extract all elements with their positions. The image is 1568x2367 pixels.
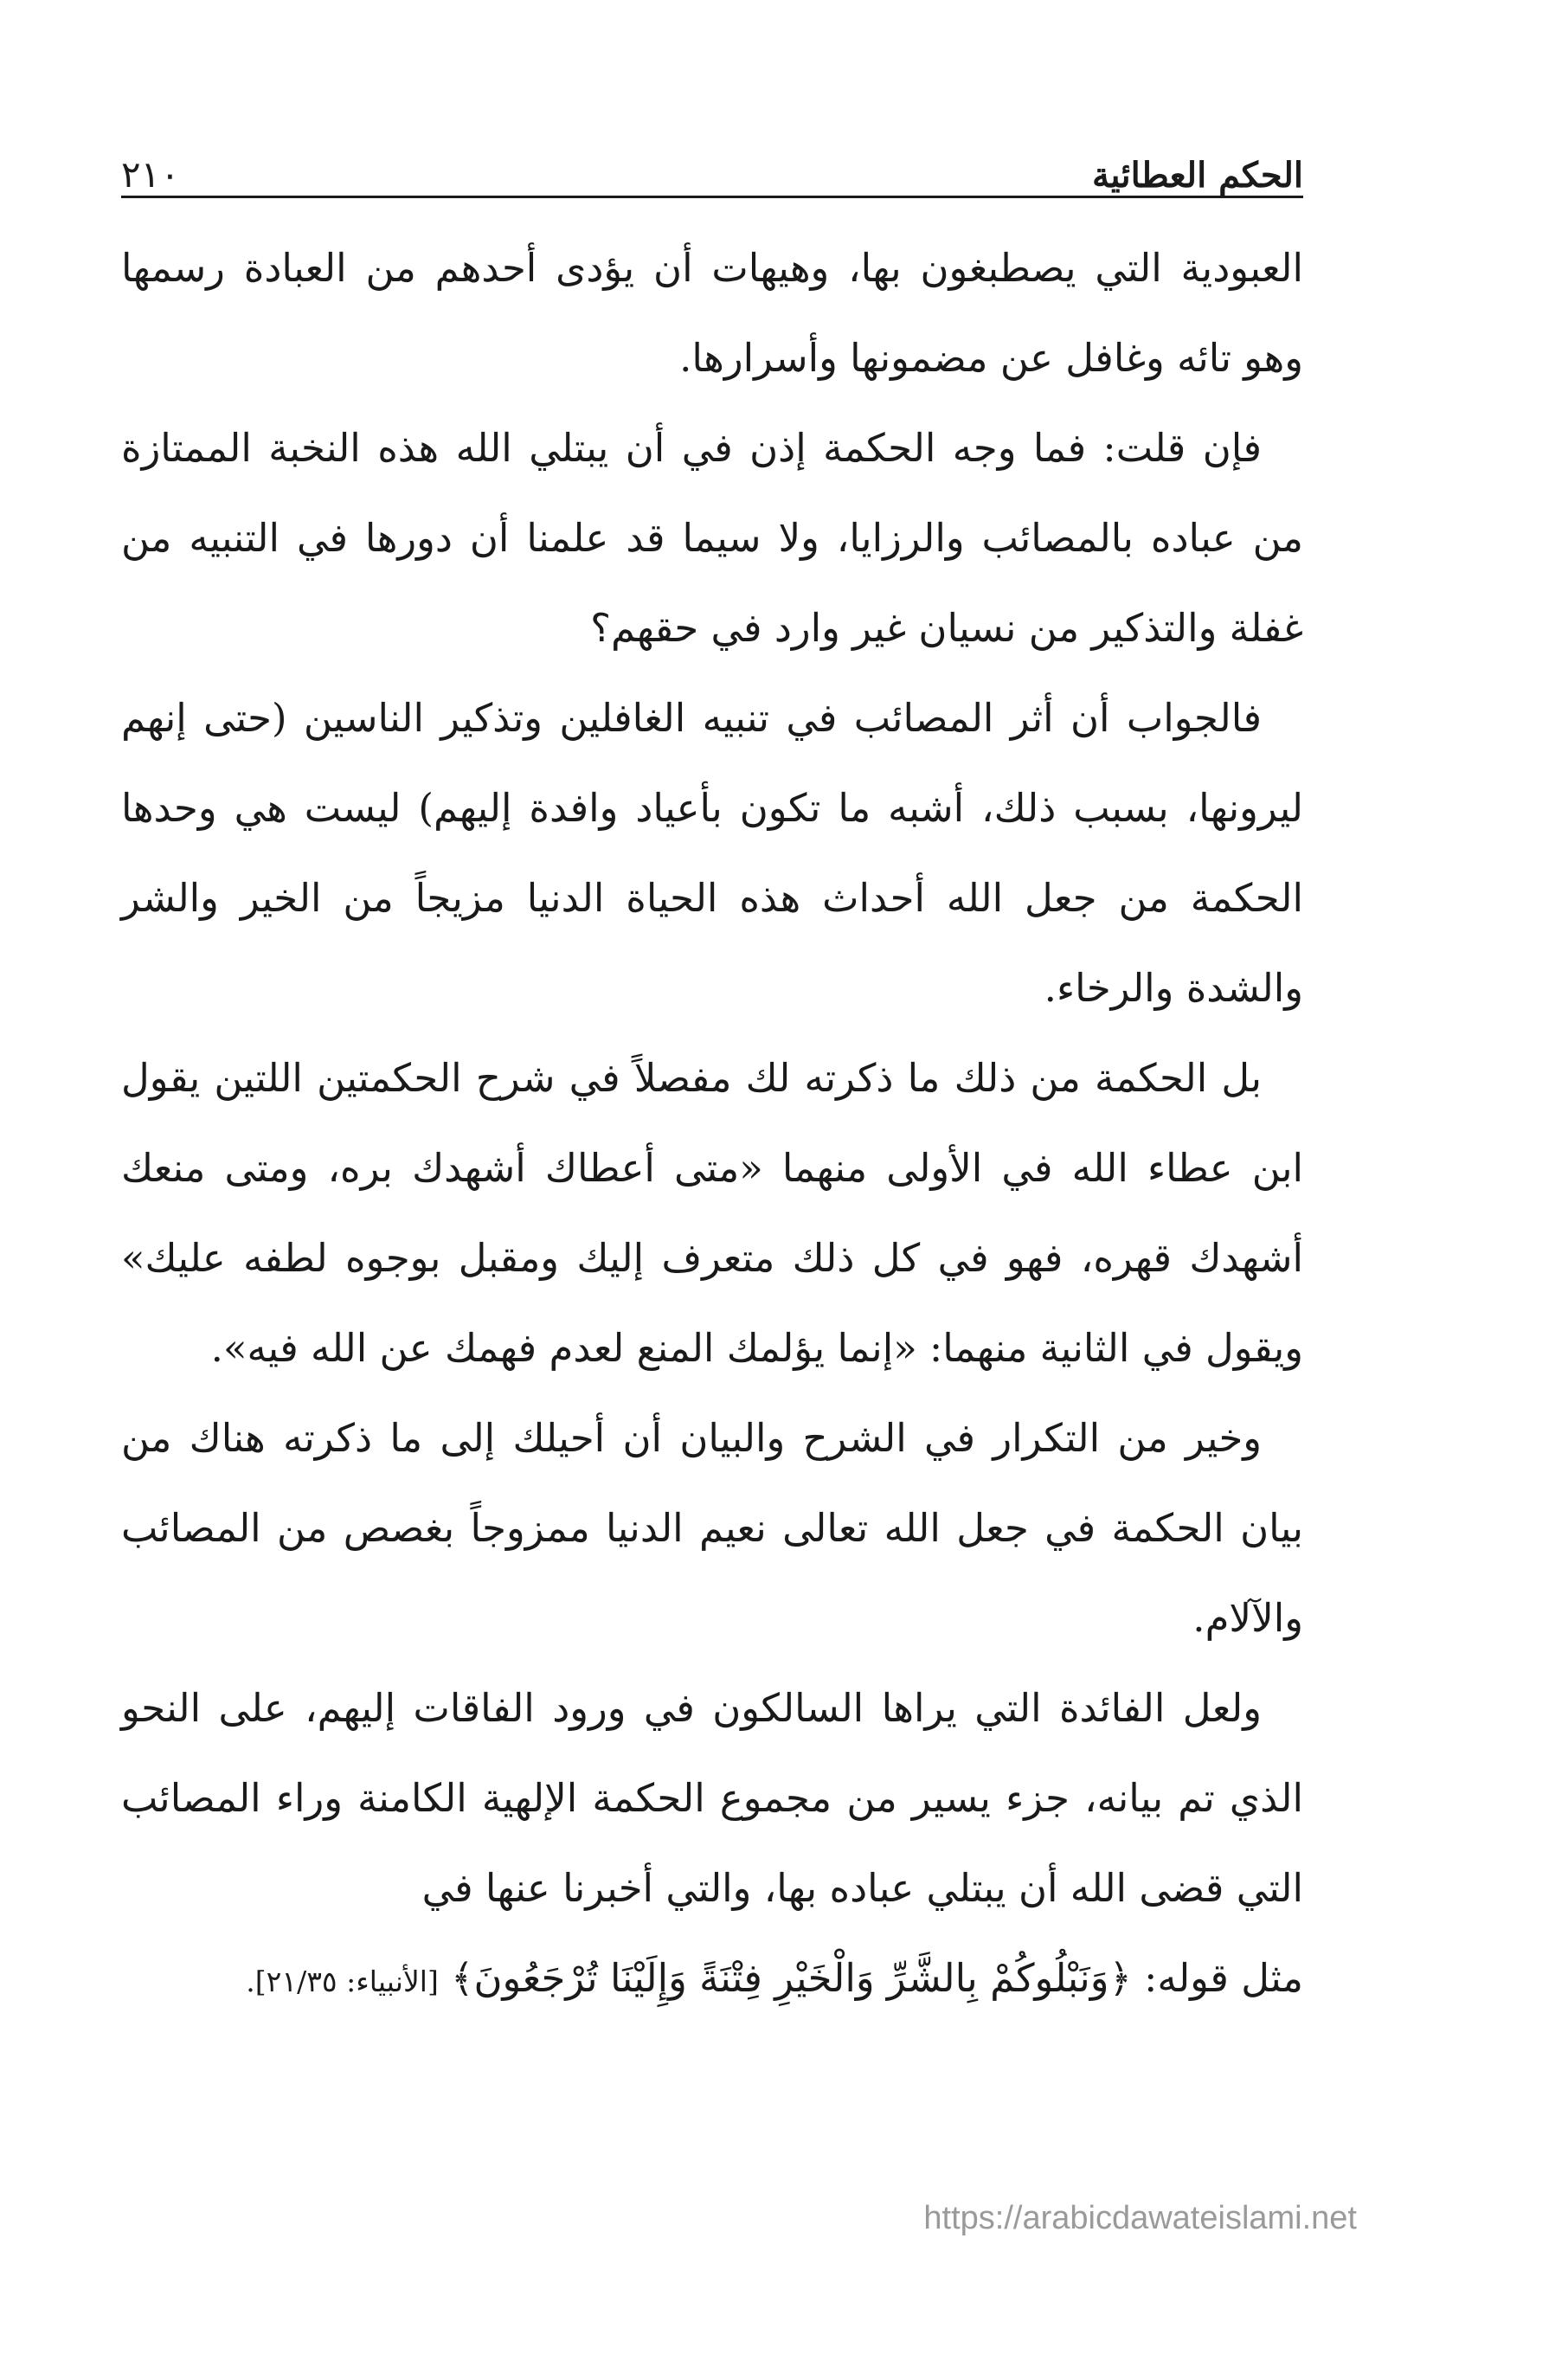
paragraph: ولعل الفائدة التي يراها السالكون في ورود الفاقات إليهم، على النحو الذي تم بيانه، جزء يسير من مجموع الحكمة الإلهية الكامنة وراء المصائب التي قضى الله أن يبتلي عباده بها، والتي أخبرنا عنها في <box>121 1685 1303 1911</box>
verse-reference: [الأنبياء: ٢١/٣٥]. <box>246 1965 439 1998</box>
header-divider <box>121 196 1303 198</box>
paragraph: بل الحكمة من ذلك ما ذكرته لك مفصلاً في شرح الحكمتين اللتين يقول ابن عطاء الله في الأولى منهما «متى أعطاك أشهدك بره، ومتى منعك أشهدك قهره، فهو في كل ذلك متعرف إليك ومقبل بوجوه لطفه عليك» ويقول في الثانية منهما: «إنما يؤلمك المنع لعدم فهمك عن الله فيه». <box>121 1055 1303 1371</box>
header-title: الحكم العطائية <box>1091 155 1303 196</box>
paragraph: العبودية التي يصطبغون بها، وهيهات أن يؤدى أحدهم من العبادة رسمها وهو تائه وغافل عن مضمونها وأسرارها. <box>121 245 1303 381</box>
paragraph: فالجواب أن أثر المصائب في تنبيه الغافلين وتذكير الناسين (حتى إنهم ليرونها، بسبب ذلك، أشبه ما تكون بأعياد وافدة إليهم) ليست هي وحدها الحكمة من جعل الله أحداث هذه الحياة الدنيا مزيجاً من الخير والشر والشدة والرخاء. <box>121 695 1303 1011</box>
body-text <box>121 223 1303 2027</box>
page-number: ٢١٠ <box>121 153 180 196</box>
quote-intro: مثل قوله: <box>1144 1955 1303 2001</box>
watermark-url: https://arabicdawateislami.net <box>923 2200 1357 2236</box>
quran-quote <box>121 1933 1303 2027</box>
running-header <box>121 130 1303 196</box>
paragraph: فإن قلت: فما وجه الحكمة إذن في أن يبتلي الله هذه النخبة الممتازة من عباده بالمصائب والرزايا، ولا سيما قد علمنا أن دورها في التنبيه من غفلة والتذكير من نسيان غير وارد في حقهم؟ <box>121 425 1303 651</box>
paragraph: وخير من التكرار في الشرح والبيان أن أحيلك إلى ما ذكرته هناك من بيان الحكمة في جعل الله تعالى نعيم الدنيا ممزوجاً بغصص من المصائب والآلام. <box>121 1415 1303 1641</box>
quran-verse: ﴿وَنَبْلُوكُمْ بِالشَّرِّ وَالْخَيْرِ فِتْنَةً وَإِلَيْنَا تُرْجَعُونَ﴾ <box>451 1955 1132 2001</box>
